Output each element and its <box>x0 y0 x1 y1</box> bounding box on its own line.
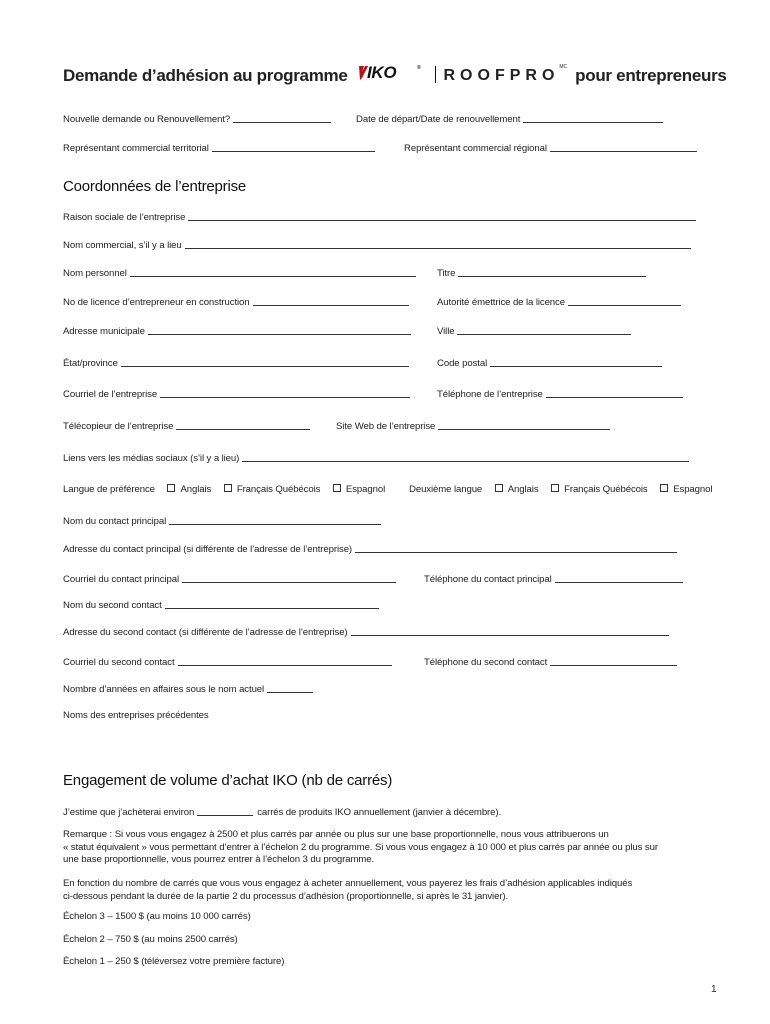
street-address-field[interactable]: Adresse municipale <box>63 326 411 337</box>
second-contact-email-field[interactable]: Courriel du second contact <box>63 657 392 668</box>
issuing-authority-field[interactable]: Autorité émettrice de la licence <box>437 297 681 308</box>
company-fax-line[interactable] <box>176 429 310 430</box>
main-contact-name-line[interactable] <box>169 524 381 525</box>
state-province-line[interactable] <box>121 366 409 367</box>
postal-code-field[interactable]: Code postal <box>437 358 662 369</box>
main-contact-phone-field[interactable]: Téléphone du contact principal <box>424 574 683 585</box>
title-suffix: pour entrepreneurs <box>575 65 727 85</box>
iko-logo-text: IKO <box>366 63 396 82</box>
title-prefix: Demande d’adhésion au programme <box>63 65 348 85</box>
license-number-field[interactable]: No de licence d’entrepreneur en construction <box>63 297 409 308</box>
social-links-field[interactable]: Liens vers les médias sociaux (s’il y a lieu) <box>63 453 689 464</box>
postal-code-line[interactable] <box>490 366 662 367</box>
main-contact-name-field[interactable]: Nom du contact principal <box>63 516 381 527</box>
trade-name-field[interactable]: Nom commercial, s’il y a lieu <box>63 240 691 251</box>
fees-paragraph: En fonction du nombre de carrés que vous vous engagez à acheter annuellement, vous payerez les frais d’adhésion applicables indiqués ci-dessous pendant la durée de la partie 2 du processus d’adhésion (proportionnelle, si après le 31 janvier). <box>63 878 633 902</box>
previous-names-field[interactable]: Noms des entreprises précédentes <box>63 710 209 721</box>
second-contact-phone-line[interactable] <box>550 665 677 666</box>
main-contact-email-line[interactable] <box>182 582 396 583</box>
second-contact-phone-field[interactable]: Téléphone du second contact <box>424 657 677 668</box>
legal-name-field[interactable]: Raison sociale de l’entreprise <box>63 212 696 223</box>
second-language-group: Deuxième langue Anglais Français Québécois Espagnol <box>409 484 713 495</box>
social-links-line[interactable] <box>242 461 689 462</box>
title-line[interactable] <box>458 276 646 277</box>
license-number-line[interactable] <box>253 305 409 306</box>
legal-name-line[interactable] <box>188 220 696 221</box>
tier-1-text: Échelon 1 – 250 $ (téléversez votre première facture) <box>63 956 285 967</box>
company-fax-field[interactable]: Télécopieur de l’entreprise <box>63 421 310 432</box>
tier-2-text: Échelon 2 – 750 $ (au moins 2500 carrés) <box>63 934 238 945</box>
svg-text:®: ® <box>416 65 420 71</box>
second-lang-english-label: Anglais <box>507 484 539 495</box>
pref-lang-french-label: Français Québécois <box>236 484 321 495</box>
page-title <box>63 64 727 89</box>
remark-paragraph: Remarque : Si vous vous engagez à 2500 et plus carrés par année ou plus sur une base proportionnelle, nous vous attribuerons un « statut équivalent » vous permettant d’entrer à l’échelon 2 du programme. Si vous vous engagez à 10 000 et plus carrés par année ou plus sur une base proportionnelle, vous pourrez entrer à l’échelon 3 du programme. <box>63 829 658 866</box>
volume-estimate-line[interactable] <box>197 815 253 816</box>
main-contact-email-field[interactable]: Courriel du contact principal <box>63 574 396 585</box>
roofpro-logo: ROOFPRO <box>443 66 560 84</box>
main-contact-address-field[interactable]: Adresse du contact principal (si différente de l’adresse de l’entreprise) <box>63 544 677 555</box>
pref-lang-spanish-label: Espagnol <box>345 484 386 495</box>
website-field[interactable]: Site Web de l’entreprise <box>336 421 610 432</box>
regional-rep-line[interactable] <box>550 151 697 152</box>
start-date-line[interactable] <box>523 122 663 123</box>
personal-name-line[interactable] <box>130 276 416 277</box>
personal-name-field[interactable]: Nom personnel <box>63 268 416 279</box>
street-address-line[interactable] <box>148 334 411 335</box>
city-field[interactable]: Ville <box>437 326 631 337</box>
tier-3-text: Échelon 3 – 1500 $ (au moins 10 000 carrés) <box>63 911 251 922</box>
new-or-renewal-line[interactable] <box>233 122 331 123</box>
second-contact-email-line[interactable] <box>178 665 392 666</box>
company-phone-field[interactable]: Téléphone de l’entreprise <box>437 389 683 400</box>
company-phone-line[interactable] <box>546 397 683 398</box>
second-contact-name-line[interactable] <box>165 608 379 609</box>
second-lang-french-label: Français Québécois <box>564 484 648 495</box>
start-date-field[interactable]: Date de départ/Date de renouvellement <box>356 114 663 125</box>
company-section-heading: Coordonnées de l’entreprise <box>63 178 247 195</box>
territorial-rep-line[interactable] <box>212 151 375 152</box>
years-in-business-line[interactable] <box>267 692 313 693</box>
main-contact-address-line[interactable] <box>355 552 677 553</box>
pref-lang-french-checkbox[interactable] <box>224 484 232 492</box>
new-or-renewal-field[interactable]: Nouvelle demande ou Renouvellement? <box>63 114 331 125</box>
second-contact-name-field[interactable]: Nom du second contact <box>63 600 379 611</box>
state-province-field[interactable]: État/province <box>63 358 409 369</box>
territorial-rep-field[interactable]: Représentant commercial territorial <box>63 143 375 154</box>
volume-estimate-field[interactable]: J’estime que j’achèterai environ carrés de produits IKO annuellement (janvier à décembre). <box>63 807 502 818</box>
company-email-line[interactable] <box>160 397 410 398</box>
second-contact-address-field[interactable]: Adresse du second contact (si différente de l’adresse de l’entreprise) <box>63 627 669 638</box>
roofpro-trademark: MC <box>559 64 568 70</box>
second-contact-address-line[interactable] <box>351 635 669 636</box>
preferred-language-group: Langue de préférence Anglais Français Québécois Espagnol <box>63 484 386 495</box>
regional-rep-field[interactable]: Représentant commercial régional <box>404 143 697 154</box>
website-line[interactable] <box>438 429 610 430</box>
page-number: 1 <box>711 984 717 995</box>
second-lang-spanish-checkbox[interactable] <box>660 484 668 492</box>
second-lang-spanish-label: Espagnol <box>673 484 713 495</box>
main-contact-phone-line[interactable] <box>555 582 683 583</box>
company-email-field[interactable]: Courriel de l’entreprise <box>63 389 410 400</box>
pref-lang-english-checkbox[interactable] <box>167 484 175 492</box>
issuing-authority-line[interactable] <box>568 305 681 306</box>
logo-divider <box>435 66 436 83</box>
title-field[interactable]: Titre <box>437 268 646 279</box>
iko-logo <box>358 62 424 87</box>
pref-lang-spanish-checkbox[interactable] <box>333 484 341 492</box>
years-in-business-field[interactable]: Nombre d’années en affaires sous le nom actuel <box>63 684 313 695</box>
second-lang-english-checkbox[interactable] <box>495 484 503 492</box>
pref-lang-english-label: Anglais <box>180 484 212 495</box>
second-lang-french-checkbox[interactable] <box>551 484 559 492</box>
volume-section-heading: Engagement de volume d’achat IKO (nb de carrés) <box>63 772 393 789</box>
trade-name-line[interactable] <box>185 248 691 249</box>
city-line[interactable] <box>457 334 631 335</box>
